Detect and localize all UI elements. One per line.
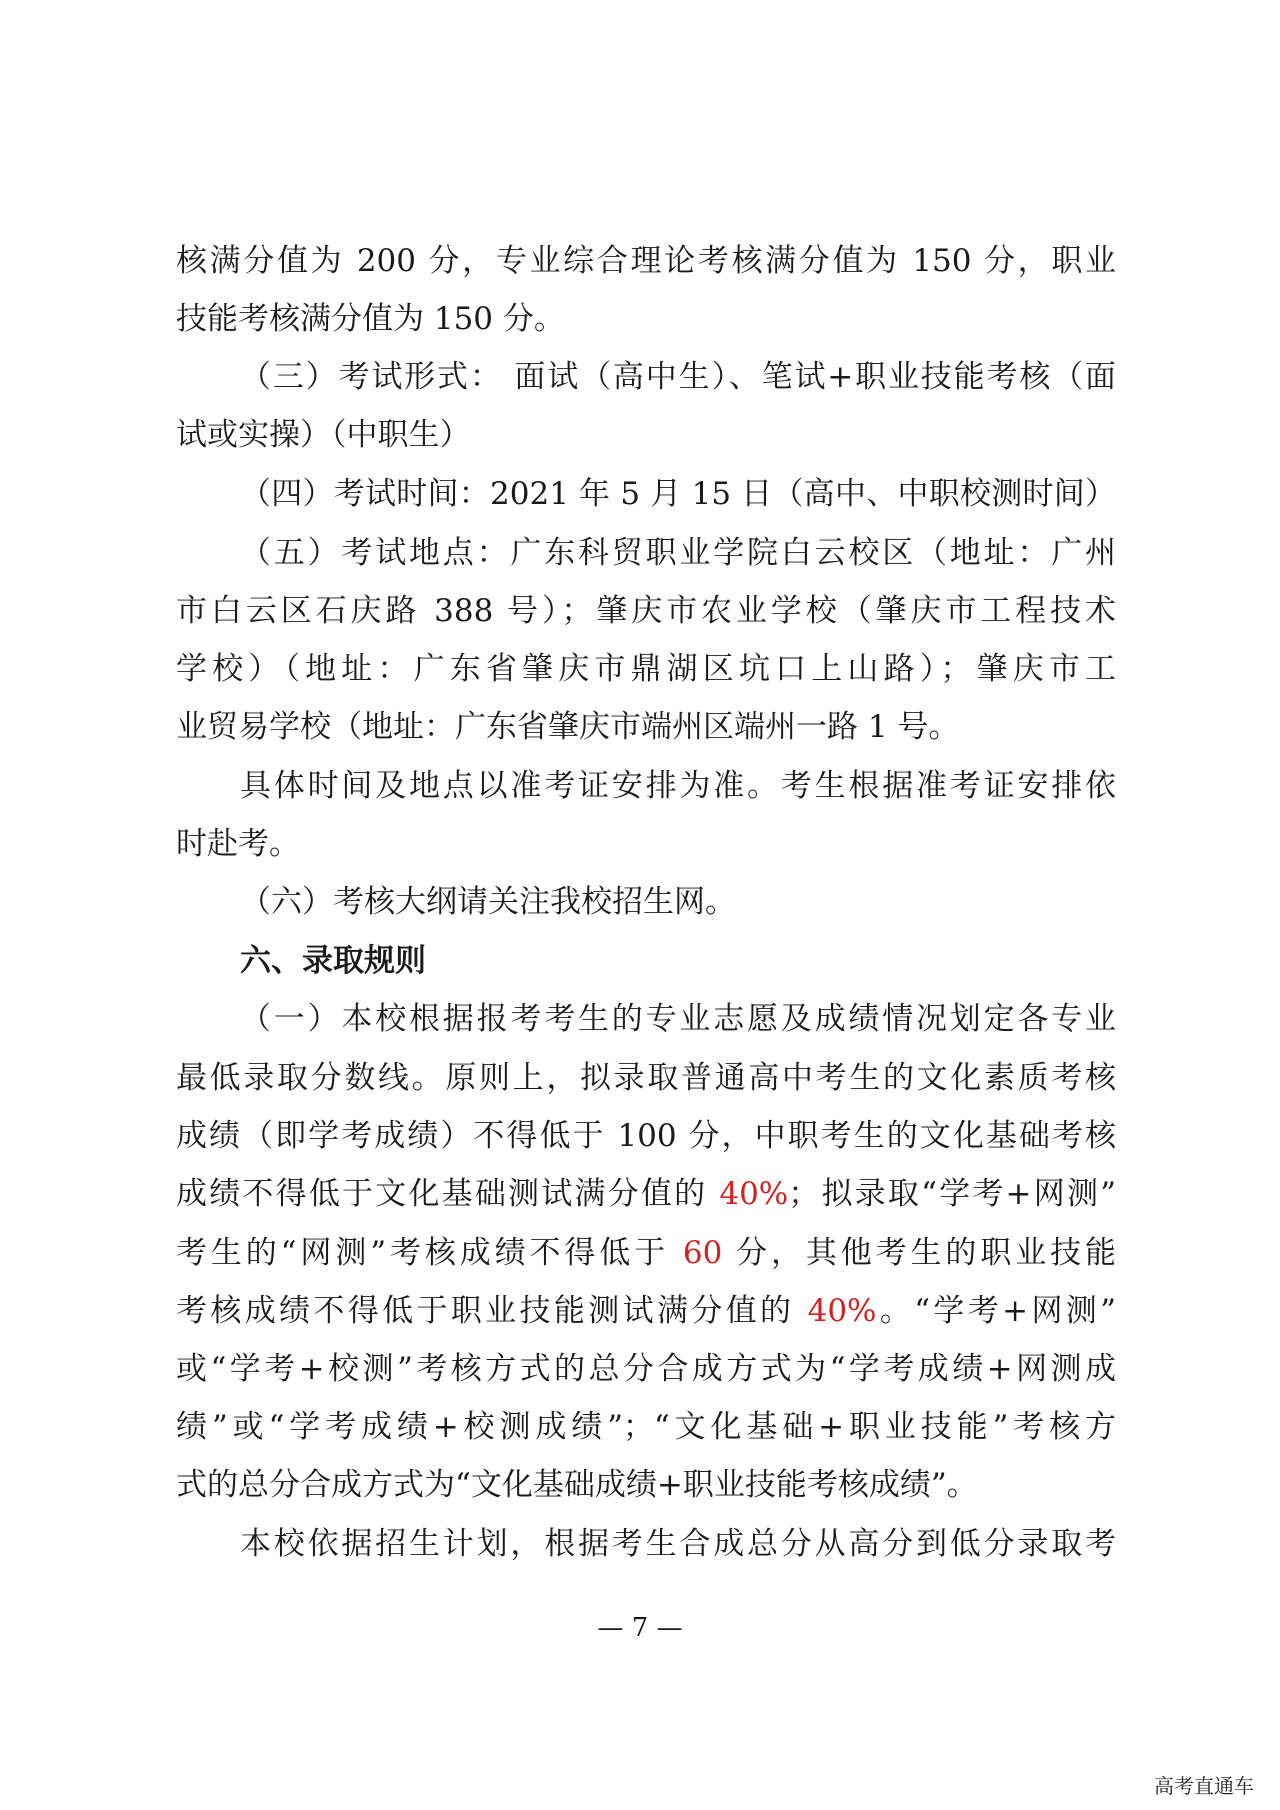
body-line <box>176 406 1116 464</box>
page-number: — 7 — <box>597 1613 683 1643</box>
body-line <box>240 873 1116 931</box>
body-line <box>176 1282 1116 1340</box>
text-segment: （六）考核大纲请关注我校招生网。 <box>240 884 736 920</box>
text-segment: 考核成绩不得低于职业技能测试满分值的 <box>176 1293 808 1329</box>
body-line <box>240 757 1116 815</box>
highlighted-value: 60 <box>682 1235 723 1271</box>
text-segment: 试或实操）（中职生） <box>176 417 471 453</box>
text-segment: 本校依据招生计划，根据考生合成总分从高分到低分录取考 <box>240 1526 1116 1562</box>
body-line <box>176 1107 1116 1165</box>
text-segment: 考生的“网测”考核成绩不得低于 <box>176 1235 683 1271</box>
body-line <box>176 1165 1116 1223</box>
body-line <box>176 815 1116 873</box>
text-segment: 核满分值为 200 分，专业综合理论考核满分值为 150 分，职业 <box>176 243 1116 279</box>
text-segment: 学校）（地址：广东省肇庆市鼎湖区坑口上山路）；肇庆市工 <box>176 651 1116 687</box>
text-segment: ；拟录取“学考+网测” <box>788 1176 1116 1212</box>
body-line <box>240 465 1116 523</box>
text-segment: 分，其他考生的职业技能 <box>722 1235 1116 1271</box>
body-line <box>176 640 1116 698</box>
text-segment: 成绩不得低于文化基础测试满分值的 <box>176 1176 720 1212</box>
body-line <box>240 990 1116 1048</box>
text-segment: 具体时间及地点以准考证安排为准。考生根据准考证安排依 <box>240 768 1116 804</box>
text-segment: 式的总分合成方式为“文化基础成绩+职业技能考核成绩”。 <box>176 1467 978 1503</box>
text-segment: 。“学考+网测” <box>876 1293 1117 1329</box>
body-line <box>176 1456 1116 1514</box>
text-segment: 绩”或“学考成绩+校测成绩”；“文化基础+职业技能”考核方 <box>176 1409 1116 1445</box>
text-segment: 最低录取分数线。原则上，拟录取普通高中考生的文化素质考核 <box>176 1060 1116 1096</box>
highlighted-value: 40% <box>719 1176 789 1212</box>
text-segment: 业贸易学校（地址：广东省肇庆市端州区端州一路 1 号。 <box>176 709 960 745</box>
body-line <box>176 232 1116 290</box>
text-segment: 市白云区石庆路 388 号）；肇庆市农业学校（肇庆市工程技术 <box>176 593 1116 629</box>
body-line <box>176 698 1116 756</box>
body-line <box>240 348 1116 406</box>
text-segment: 时赴考。 <box>176 826 300 862</box>
watermark-text: 高考直通车 <box>1154 1774 1254 1798</box>
text-segment: （三）考试形式： 面试（高中生）、笔试+职业技能考核（面 <box>240 359 1116 395</box>
text-segment: 技能考核满分值为 150 分。 <box>176 301 565 337</box>
text-segment: （一）本校根据报考考生的专业志愿及成绩情况划定各专业 <box>240 1001 1116 1037</box>
heading-text: 六、录取规则 <box>240 943 426 979</box>
body-line <box>240 1515 1116 1573</box>
text-segment: 成绩（即学考成绩）不得低于 100 分，中职考生的文化基础考核 <box>176 1118 1116 1154</box>
text-segment: 或“学考+校测”考核方式的总分合成方式为“学考成绩+网测成 <box>176 1351 1116 1387</box>
text-segment: （四）考试时间：2021 年 5 月 15 日（高中、中职校测时间） <box>240 476 1116 512</box>
section-heading <box>240 932 1116 990</box>
body-line <box>176 290 1116 348</box>
body-line <box>176 1049 1116 1107</box>
body-line <box>176 1340 1116 1398</box>
body-line <box>240 524 1116 582</box>
highlighted-value: 40% <box>807 1293 877 1329</box>
text-segment: （五）考试地点：广东科贸职业学院白云校区（地址：广州 <box>240 535 1116 571</box>
body-line <box>176 1224 1116 1282</box>
body-line <box>176 1398 1116 1456</box>
body-line <box>176 582 1116 640</box>
